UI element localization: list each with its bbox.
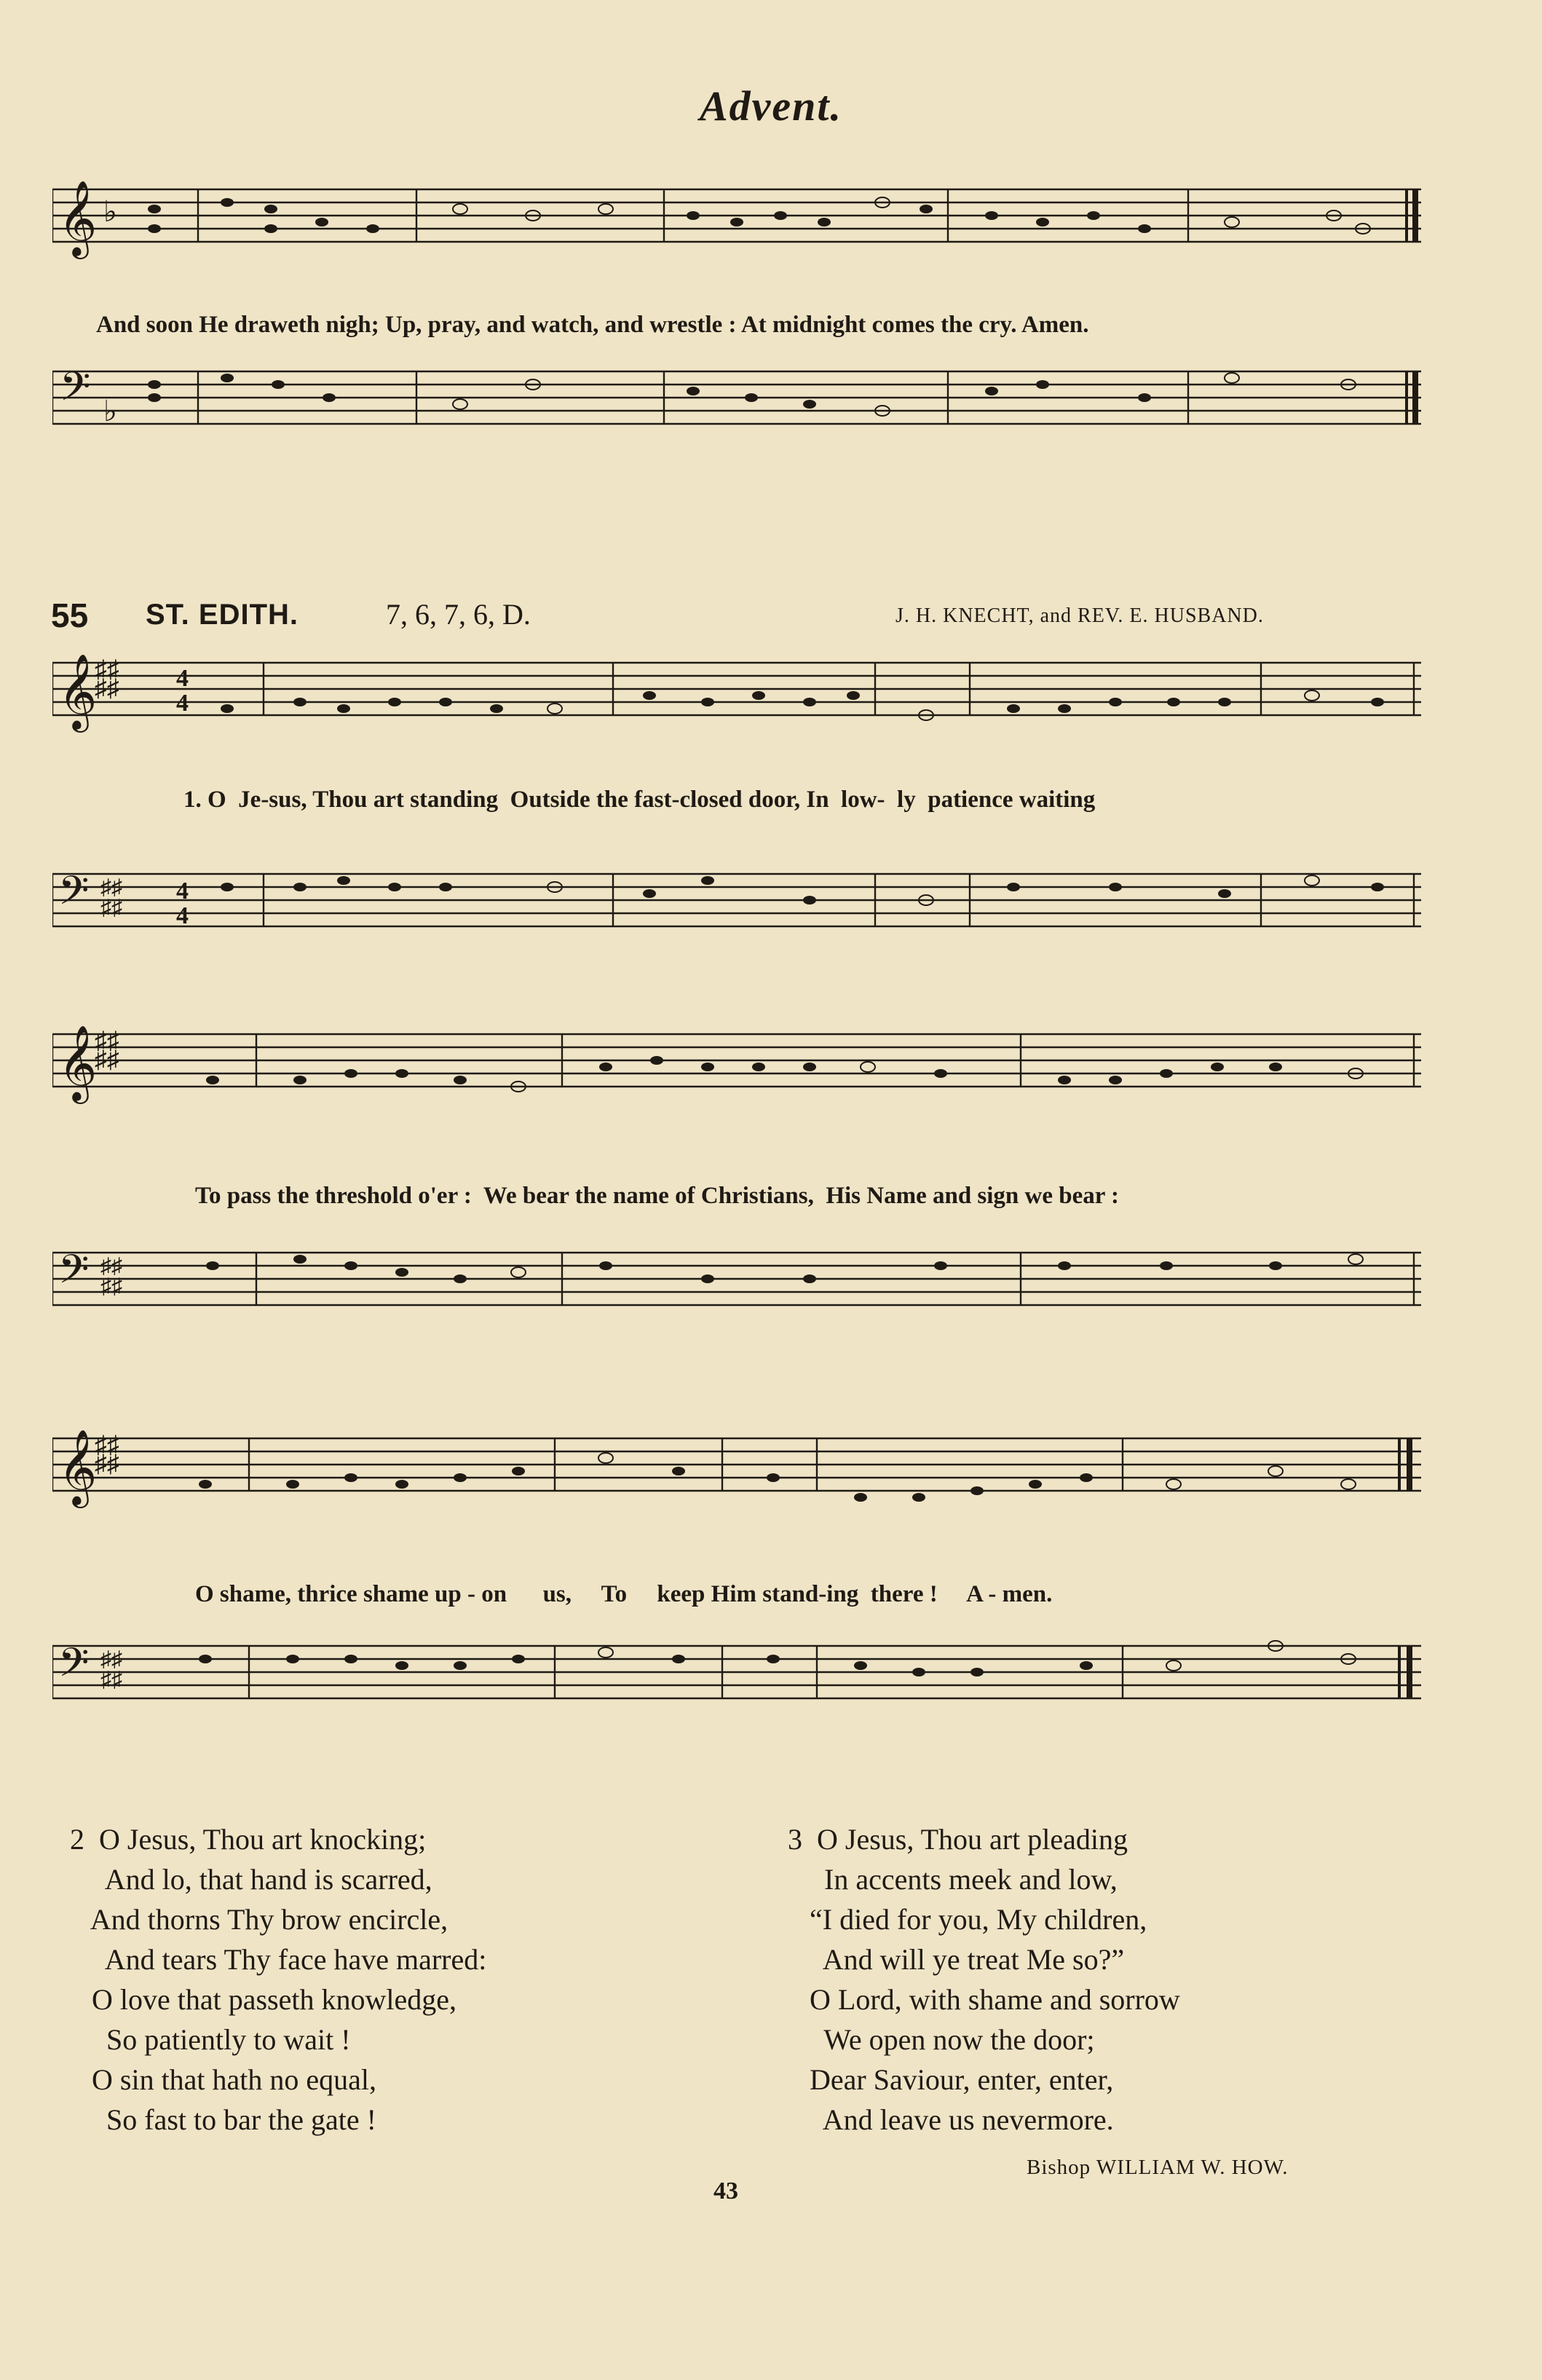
verse-2	[70, 1819, 486, 2140]
music-system-2	[52, 634, 1421, 976]
verse-line: And leave us nevermore.	[788, 2103, 1114, 2136]
hymn-header	[51, 596, 1420, 632]
verse-line: O sin that hath no equal,	[70, 2063, 377, 2096]
page-number: 43	[713, 2178, 738, 2204]
author-credit: Bishop WILLIAM W. HOW.	[1027, 2156, 1289, 2179]
verse-line: Dear Saviour, enter, enter,	[788, 2063, 1114, 2096]
verse-3	[788, 1819, 1180, 2140]
svg-text:𝄞: 𝄞	[58, 180, 98, 256]
composer-credit: J. H. KNECHT, and REV. E. HUSBAND.	[895, 604, 1264, 627]
verse-line: O love that passeth knowledge,	[70, 1983, 456, 2016]
verse-line: And thorns Thy brow encircle,	[70, 1903, 448, 1936]
svg-text:𝄢: 𝄢	[58, 867, 90, 923]
svg-text:4: 4	[176, 902, 189, 929]
bass-staff	[52, 1224, 1421, 1333]
music-system-1	[52, 168, 1421, 488]
bass-staff	[52, 845, 1421, 954]
svg-text:♯♯: ♯♯	[95, 1047, 119, 1073]
svg-text:♯♯: ♯♯	[100, 1668, 122, 1692]
svg-text:♯♯: ♯♯	[100, 1274, 122, 1299]
svg-text:♯♯: ♯♯	[95, 675, 119, 702]
music-system-4	[52, 1409, 1421, 1759]
svg-text:𝄞: 𝄞	[58, 1025, 98, 1101]
treble-staff	[52, 1005, 1421, 1129]
verse-line: So fast to bar the gate !	[70, 2103, 376, 2136]
bass-staff	[52, 1617, 1421, 1726]
svg-text:𝄞: 𝄞	[58, 1429, 98, 1505]
lyric-line: To pass the threshold o'er : We bear the name of Christians, His Name and sign we bear :	[195, 1183, 1120, 1209]
section-title: Advent.	[699, 82, 843, 130]
treble-staff	[52, 634, 1421, 757]
svg-text:♯♯: ♯♯	[100, 1254, 122, 1278]
verse-line: 2 O Jesus, Thou art knocking;	[70, 1823, 427, 1856]
lyric-line: 1. O Je-sus, Thou art standing Outside the fast-closed door, In low- ly patience waiting	[183, 787, 1096, 813]
svg-text:♯♯: ♯♯	[100, 875, 122, 899]
verse-line: So patiently to wait !	[70, 2023, 351, 2056]
svg-text:♭: ♭	[103, 395, 117, 427]
svg-text:♭: ♭	[103, 195, 117, 228]
verse-line: In accents meek and low,	[788, 1863, 1118, 1896]
svg-text:♯♯: ♯♯	[95, 1451, 119, 1478]
music-system-3	[52, 1005, 1421, 1355]
svg-text:𝄢: 𝄢	[58, 1639, 90, 1695]
verse-line: “I died for you, My children,	[788, 1903, 1147, 1936]
svg-text:4: 4	[176, 690, 189, 717]
svg-text:4: 4	[176, 665, 189, 692]
meter: 7, 6, 7, 6, D.	[386, 598, 531, 631]
svg-text:♯♯: ♯♯	[100, 1647, 122, 1671]
verse-line: O Lord, with shame and sorrow	[788, 1983, 1180, 2016]
bass-staff	[52, 350, 1421, 452]
svg-text:𝄢: 𝄢	[60, 363, 91, 419]
verse-line: We open now the door;	[788, 2023, 1095, 2056]
verse-line: And lo, that hand is scarred,	[70, 1863, 432, 1896]
treble-staff	[52, 168, 1421, 277]
svg-text:4: 4	[176, 878, 189, 905]
treble-staff	[52, 1409, 1421, 1533]
verse-line: And will ye treat Me so?”	[788, 1943, 1125, 1976]
svg-text:𝄞: 𝄞	[58, 653, 98, 730]
svg-text:𝄢: 𝄢	[58, 1246, 90, 1302]
verse-line: 3 O Jesus, Thou art pleading	[788, 1823, 1128, 1856]
svg-text:♯♯: ♯♯	[95, 656, 119, 683]
lyric-line: And soon He draweth nigh; Up, pray, and watch, and wrestle : At midnight comes the cry. Amen.	[96, 312, 1089, 338]
svg-text:♯♯: ♯♯	[95, 1432, 119, 1459]
tune-name: ST. EDITH.	[146, 599, 299, 631]
verse-line: And tears Thy face have marred:	[70, 1943, 487, 1976]
svg-text:♯♯: ♯♯	[100, 896, 122, 920]
hymn-number: 55	[51, 596, 89, 634]
lyric-line: O shame, thrice shame up - on us, To keep Him stand-ing there ! A - men.	[195, 1581, 1053, 1607]
svg-text:♯♯: ♯♯	[95, 1028, 119, 1055]
